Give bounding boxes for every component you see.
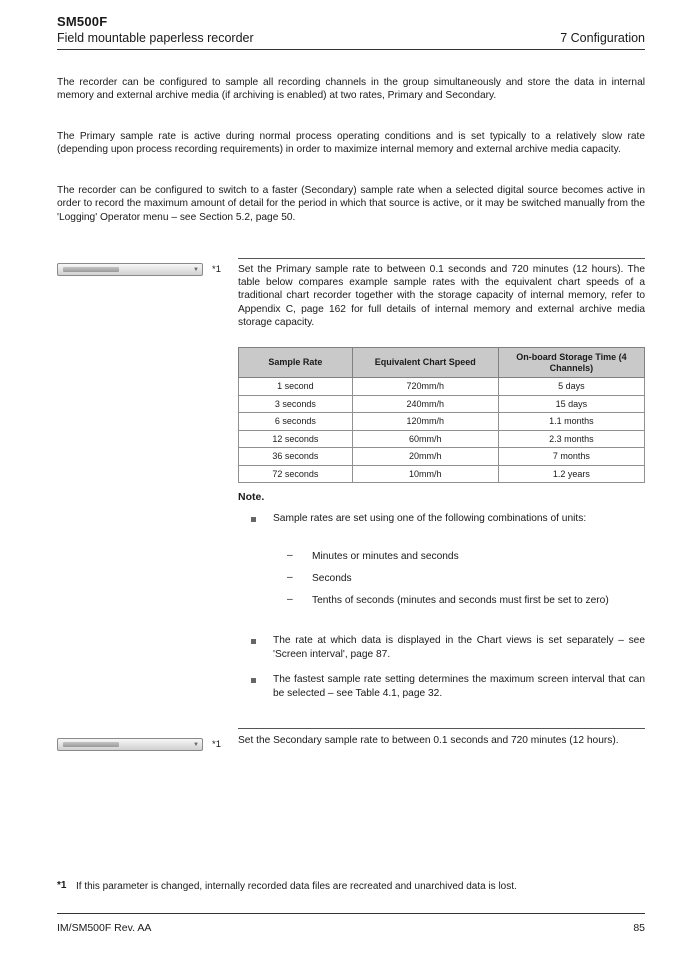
column-header: On-board Storage Time (4 Channels) — [498, 348, 644, 378]
table-cell: 720mm/h — [352, 378, 498, 396]
chevron-down-icon: ▼ — [193, 267, 199, 273]
table-cell: 1 second — [239, 378, 353, 396]
product-name: SM500F — [57, 14, 108, 29]
table-cell: 72 seconds — [239, 465, 353, 483]
table-cell: 10mm/h — [352, 465, 498, 483]
primary-description: Set the Primary sample rate to between 0.1 seconds and 720 minutes (12 hours). The table below compares example sample rates with the equivalent chart speeds of a traditional chart recorder together with the storage capacity of internal memory, refer to Appendix C, page 162 for full details of internal memory and external archive media storage capacity. — [238, 264, 645, 328]
table-cell: 120mm/h — [352, 413, 498, 431]
section-title: 7 Configuration — [560, 31, 645, 45]
note-bullet-3: The fastest sample rate setting determines the maximum screen interval that can be selected – see Table 4.1, page 32. — [273, 674, 645, 699]
note-bullet-1: Sample rates are set using one of the following combinations of units: — [273, 513, 587, 524]
table-cell: 240mm/h — [352, 395, 498, 413]
table-row — [239, 378, 645, 396]
secondary-description: Set the Secondary sample rate to between 0.1 seconds and 720 minutes (12 hours). — [238, 735, 619, 746]
table-row — [239, 465, 645, 483]
table-row — [239, 413, 645, 431]
document-subtitle: Field mountable paperless recorder — [57, 31, 254, 45]
footnote-mark: *1 — [57, 880, 67, 891]
note-sub-item-2: Seconds — [312, 573, 352, 584]
table-cell: 3 seconds — [239, 395, 353, 413]
table-cell: 1.1 months — [498, 413, 644, 431]
bullet-icon — [251, 678, 256, 683]
note-bullet-2: The rate at which data is displayed in the Chart views is set separately – see 'Screen interval', page 87. — [273, 635, 645, 660]
secondary-divider — [238, 728, 645, 729]
table-row — [239, 395, 645, 413]
primary-sample-rate-field[interactable] — [57, 263, 203, 276]
note-sub-item-1: Minutes or minutes and seconds — [312, 551, 459, 562]
document-id: IM/SM500F Rev. AA — [57, 922, 152, 934]
chevron-down-icon: ▼ — [193, 742, 199, 748]
table-cell: 2.3 months — [498, 430, 644, 448]
table-cell: 15 days — [498, 395, 644, 413]
page-number: 85 — [633, 922, 645, 934]
bullet-icon — [251, 517, 256, 522]
footer-divider — [57, 913, 645, 914]
dash-icon: – — [287, 550, 293, 561]
table-cell: 7 months — [498, 448, 644, 466]
note-title: Note. — [238, 491, 265, 503]
table-cell: 5 days — [498, 378, 644, 396]
sample-rate-table — [238, 347, 645, 483]
header-divider — [57, 49, 645, 50]
footnote-text: If this parameter is changed, internally recorded data files are recreated and unarchived data is lost. — [76, 881, 517, 892]
intro-paragraph-1: The recorder can be configured to sample all recording channels in the group simultaneously and store the data in internal memory and external archive media (if archiving is enabled) at two rates, Primary and Secondary. — [57, 77, 645, 102]
field-highlight — [63, 267, 119, 272]
note-sub-item-3: Tenths of seconds (minutes and seconds must first be set to zero) — [312, 595, 609, 606]
table-row — [239, 448, 645, 466]
table-header-row — [239, 348, 645, 378]
dash-icon: – — [287, 572, 293, 583]
table-cell: 20mm/h — [352, 448, 498, 466]
secondary-sample-rate-field[interactable] — [57, 738, 203, 751]
field-highlight — [63, 742, 119, 747]
table-cell: 1.2 years — [498, 465, 644, 483]
table-cell: 12 seconds — [239, 430, 353, 448]
table-cell: 6 seconds — [239, 413, 353, 431]
bullet-icon — [251, 639, 256, 644]
primary-divider — [238, 258, 645, 259]
column-header: Equivalent Chart Speed — [352, 348, 498, 378]
column-header: Sample Rate — [239, 348, 353, 378]
dash-icon: – — [287, 594, 293, 605]
table-cell: 60mm/h — [352, 430, 498, 448]
table-cell: 36 seconds — [239, 448, 353, 466]
primary-footnote-ref: *1 — [212, 264, 221, 275]
secondary-footnote-ref: *1 — [212, 739, 221, 750]
table-row — [239, 430, 645, 448]
intro-paragraph-3: The recorder can be configured to switch to a faster (Secondary) sample rate when a selected digital source becomes active in order to record the maximum amount of detail for the period in which that source is active, or it may be switched manually from the 'Logging' Operator menu – see Section 5.2, page 50. — [57, 185, 645, 223]
intro-paragraph-2: The Primary sample rate is active during normal process operating conditions and is set typically to a relatively slow rate (depending upon process recording requirements) in order to maximize internal memory and external archive media capacity. — [57, 131, 645, 156]
